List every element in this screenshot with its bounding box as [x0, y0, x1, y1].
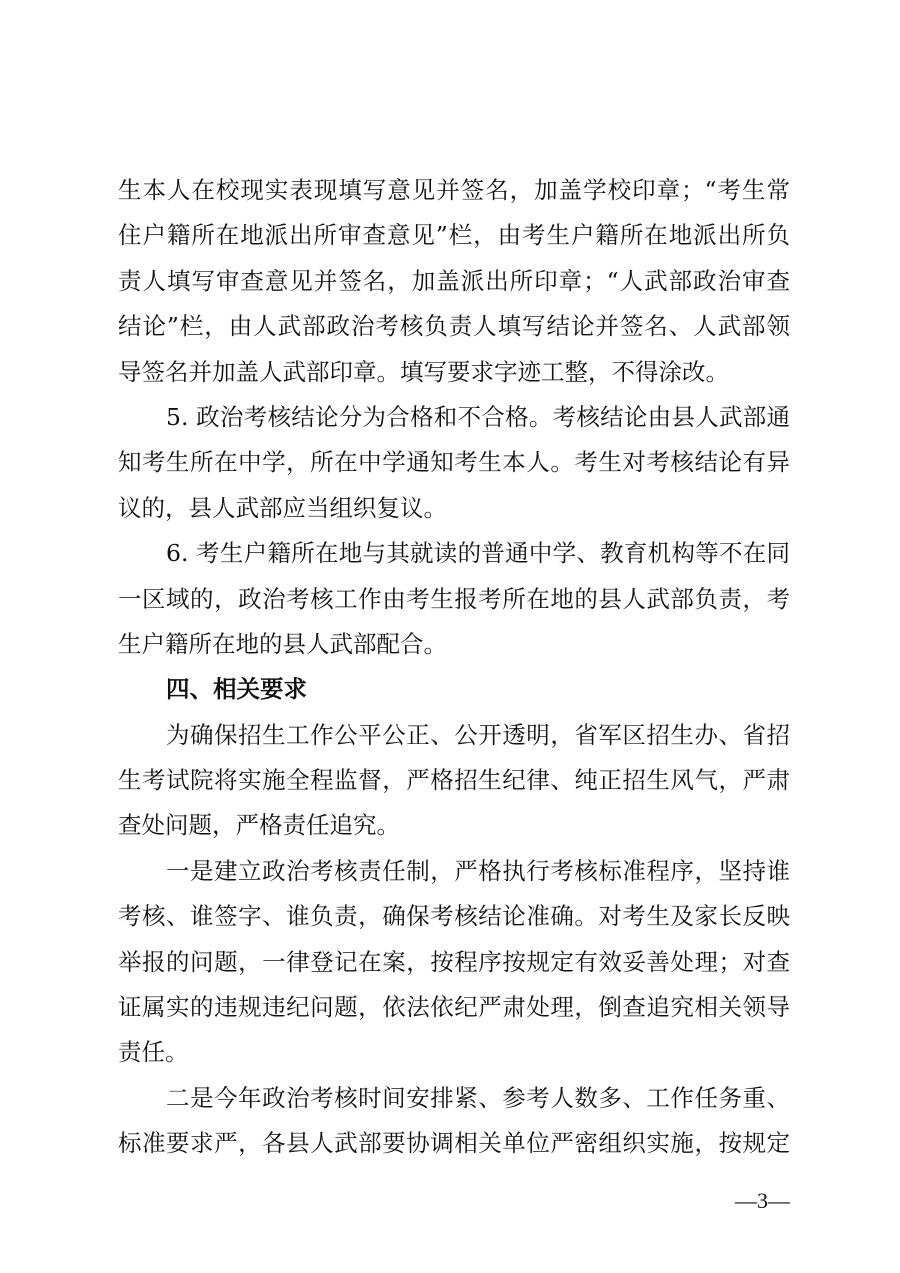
- text-line: 标准要求严，各县人武部要协调相关单位严密组织实施，按规定: [118, 1129, 790, 1158]
- paragraph-requirement-1: [118, 849, 790, 1076]
- text-line: 生本人在校现实表现填写意见并签名，加盖学校印章；“考生常: [118, 176, 790, 204]
- text-line: 考核、谁签字、谁负责，确保考核结论准确。对考生及家长反映: [118, 902, 790, 931]
- text-line: 住户籍所在地派出所审查意见”栏，由考生户籍所在地派出所负: [118, 221, 790, 250]
- paragraph-item-5: [118, 395, 790, 531]
- text-line: 导签名并加盖人武部印章。填写要求字迹工整，不得涂改。: [118, 357, 729, 386]
- text-line: 一区域的，政治考核工作由考生报考所在地的县人武部负责，考: [118, 584, 790, 613]
- text-line: 知考生所在中学，所在中学通知考生本人。考生对考核结论有异: [118, 448, 790, 477]
- text-line: 责任。: [118, 1038, 189, 1067]
- text-line: 生户籍所在地的县人武部配合。: [118, 629, 447, 658]
- text-line: 一是建立政治考核责任制，严格执行考核标准程序，坚持谁: [166, 856, 790, 885]
- paragraph-continuation: [118, 168, 790, 395]
- text-line: 责人填写审查意见并签名，加盖派出所印章；“人武部政治审查: [118, 266, 790, 295]
- text-line: 二是今年政治考核时间安排紧、参考人数多、工作任务重、: [166, 1083, 790, 1112]
- text-line: 为确保招生工作公平公正、公开透明，省军区招生办、省招: [166, 720, 790, 749]
- paragraph-item-6: [118, 531, 790, 667]
- text-line: 议的，县人武部应当组织复议。: [118, 493, 447, 522]
- text-line: 6. 考生户籍所在地与其就读的普通中学、教育机构等不在同: [166, 539, 790, 568]
- text-line: 生考试院将实施全程监督，严格招生纪律、纯正招生风气，严肃: [118, 766, 790, 795]
- section-heading: [118, 667, 790, 712]
- text-line: 结论”栏，由人武部政治考核负责人填写结论并签名、人武部领: [118, 312, 790, 341]
- text-line: 证属实的违规违纪问题，依法依纪严肃处理，倒查追究相关领导: [118, 993, 790, 1022]
- paragraph-requirement-2: [118, 1076, 790, 1167]
- page-number: —3—: [735, 1188, 790, 1213]
- heading-text: 四、相关要求: [166, 675, 307, 704]
- paragraph-requirements-intro: [118, 713, 790, 849]
- text-line: 举报的问题，一律登记在案，按程序按规定有效妥善处理；对查: [118, 947, 790, 976]
- text-line: 5. 政治考核结论分为合格和不合格。考核结论由县人武部通: [166, 402, 790, 431]
- text-line: 查处问题，严格责任追究。: [118, 811, 400, 840]
- document-body: [118, 168, 790, 1167]
